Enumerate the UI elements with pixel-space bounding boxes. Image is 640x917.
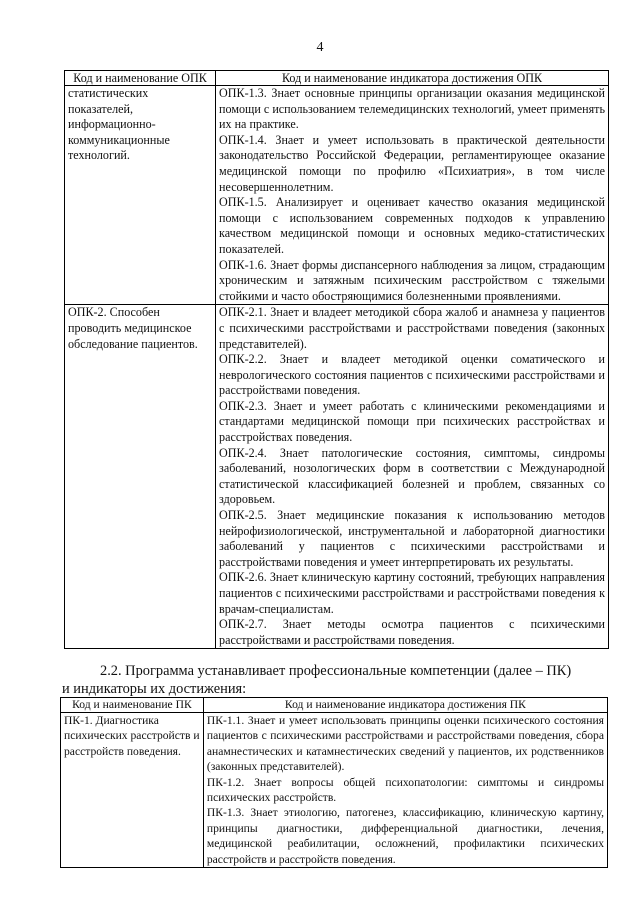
indicator-text: ОПК-1.6. Знает формы диспансерного наблюдения за лицом, страдающим хроническим и затяжным психическим расстройством с тяжелыми стойкими и часто обостряющимися болезненными проявлениями. — [219, 257, 605, 303]
table-header-row — [65, 71, 609, 86]
competency-cell: ОПК-2. Способен проводить медицинское обследование пациентов. — [65, 305, 216, 649]
section-paragraph — [62, 662, 607, 698]
table-row — [65, 86, 609, 305]
indicator-text: ПК-1.2. Знает вопросы общей психопатологии: симптомы и синдромы психических расстройств. — [206, 775, 604, 805]
indicators-cell — [216, 86, 609, 305]
table-row — [61, 713, 608, 868]
pk-indicator-column-header: Код и наименование индикатора достижения ПК — [203, 698, 607, 713]
indicator-text: ОПК-1.5. Анализирует и оценивает качество оказания медицинской помощи с использованием современных подходов к управлению качеством медицинской помощи и основных медико-статистических показателей. — [219, 195, 605, 256]
opk-column-header: Код и наименование ОПК — [65, 71, 216, 86]
indicator-text: ОПК-2.5. Знает медицинские показания к использованию методов нейрофизиологической, инструментальной и лабораторной диагностики заболеваний у пациентов с психическими расстройствами и расстройствами поведения и умеет интерпретировать их результаты. — [219, 508, 605, 569]
table-row — [65, 305, 609, 649]
indicator-text: ОПК-2.4. Знает патологические состояния, симптомы, синдромы заболеваний, нозологических форм в соответствии с Международной статистической классификацией болезней и проблем, связанных со здоровьем. — [219, 445, 605, 507]
indicator-text: ОПК-2.2. Знает и владеет методикой оценки соматического и неврологического состояния пациентов с психическими расстройствами и расстройствами поведения. — [219, 352, 605, 398]
opk-indicator-column-header: Код и наименование индикатора достижения ОПК — [216, 71, 609, 86]
opk-table — [64, 70, 609, 649]
indicators-cell — [203, 713, 607, 868]
indicator-text: ОПК-2.7. Знает методы осмотра пациентов с психическими расстройствами и расстройствами поведения. — [219, 617, 605, 647]
section-line-1: 2.2. Программа устанавливает профессиональные компетенции (далее – ПК) — [100, 663, 572, 679]
indicators-cell — [216, 305, 609, 649]
competency-cell: ПК-1. Диагностика психических расстройств и расстройств поведения. — [61, 713, 204, 868]
indicator-text: ОПК-1.4. Знает и умеет использовать в практической деятельности законодательство Российской Федерации, регламентирующее оказание медицинской помощи по профилю «Психиатрия», в том числе несовершеннолетним. — [219, 132, 605, 194]
table-header-row — [61, 698, 608, 713]
indicator-text: ПК-1.1. Знает и умеет использовать принципы оценки психического состояния пациентов с психическими расстройствами и расстройствами поведения, сбора анамнестических и катамнестических сведений у пациентов, их родственников (законных представителей). — [206, 714, 604, 774]
page-number: 4 — [316, 40, 324, 55]
indicator-text: ПК-1.3. Знает этиологию, патогенез, классификацию, клиническую картину, принципы диагностики, дифференциальной диагностики, лечения, медицинской реабилитации, осложнений, профилактики психических расстройств и расстройств поведения. — [206, 806, 604, 866]
pk-table — [60, 697, 608, 868]
pk-column-header: Код и наименование ПК — [61, 698, 204, 713]
indicator-text: ОПК-2.3. Знает и умеет работать с клиническими рекомендациями и стандартами медицинской помощи при психических расстройствах и расстройствах поведения. — [219, 398, 605, 445]
section-line-2: и индикаторы их достижения: — [62, 681, 247, 697]
indicator-text: ОПК-2.6. Знает клиническую картину состояний, требующих направления пациентов с психическими расстройствами и расстройствами поведения к врачам-специалистам. — [219, 570, 605, 616]
competency-cell: статистических показателей, информационно-коммуникационные технологий. — [65, 86, 216, 305]
indicator-text: ОПК-2.1. Знает и владеет методикой сбора жалоб и анамнеза у пациентов с психическими расстройствами и расстройствами поведения (законных представителей). — [219, 305, 605, 351]
indicator-text: ОПК-1.3. Знает основные принципы организации оказания медицинской помощи с использованием телемедицинских технологий, умеет применять их на практике. — [219, 86, 605, 132]
